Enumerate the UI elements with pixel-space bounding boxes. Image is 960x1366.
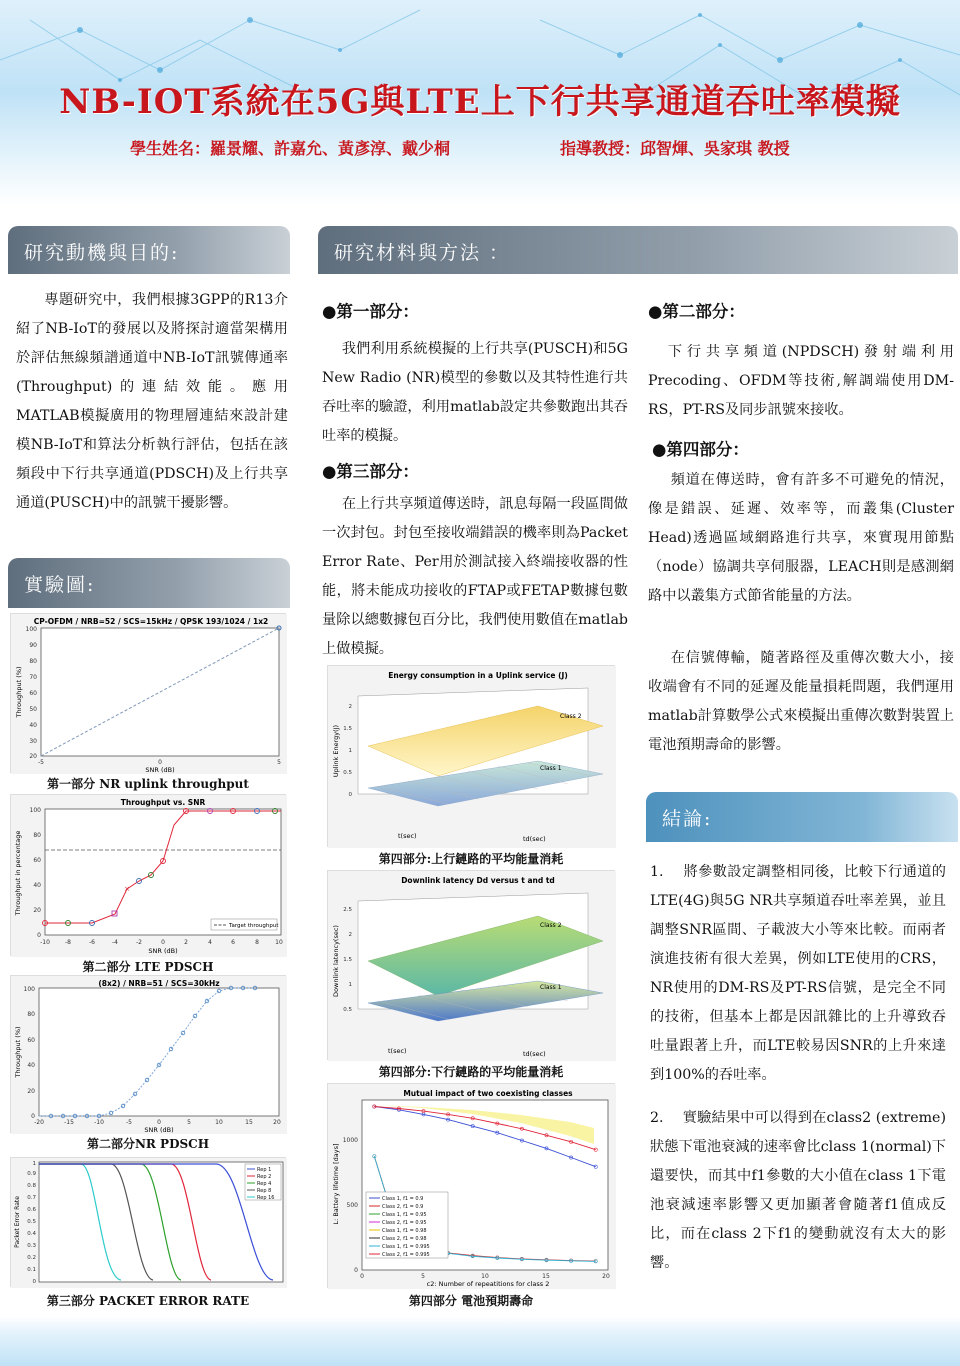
svg-text:5: 5 — [277, 759, 281, 766]
svg-text:-4: -4 — [112, 939, 118, 946]
fig6-ylabel: Downlink latency(sec) — [332, 925, 340, 997]
svg-text:1.5: 1.5 — [343, 957, 352, 963]
svg-text:10: 10 — [481, 1273, 489, 1280]
fig7-title: Mutual impact of two coexisting classes — [403, 1089, 573, 1098]
svg-text:1: 1 — [348, 748, 352, 754]
fig1-ylabel: Throughput (%) — [15, 666, 23, 718]
part1-text: 我們利用系統模擬的上行共享(PUSCH)和5G New Radio (NR)模型的參數以及其特性進行共吞吐率的驗證，利用matlab設定共參數跑出其吞吐率的模擬。 — [322, 341, 628, 444]
fig6-class1: Class 1 — [540, 984, 562, 991]
svg-text:100: 100 — [29, 807, 41, 814]
section-header-conclusion: 結論: — [646, 792, 958, 842]
section-header-methods: 研究材料與方法 ： — [318, 226, 958, 274]
fig2-title: Throughput vs. SNR — [120, 798, 206, 807]
svg-text:-15: -15 — [64, 1119, 74, 1126]
conclusion-item-1: 1. 將參數設定調整相同後，比較下行通道的LTE(4G)與5G NR共享頻道吞吐率差異，並且調整SNR區間、子載波大小等來比較。而兩者演進技術有很大差異，例如LTE使用的CRS，NR使用的DM-RS及PT-RS信號，是完全不同的技術，但基本上都是因訊雜比的上升導致吞吐量跟著上升，而LTE較易因SNR的上升來達到100%的吞吐率。 — [650, 864, 946, 1083]
svg-text:Class 1, f1 = 0.9: Class 1, f1 = 0.9 — [382, 1196, 424, 1202]
svg-text:0: 0 — [161, 939, 165, 946]
svg-text:100: 100 — [25, 626, 37, 633]
svg-text:Rep 8: Rep 8 — [257, 1188, 272, 1194]
svg-text:40: 40 — [29, 722, 37, 729]
fig7-ylabel: L: Battery lifetime [days] — [332, 1143, 340, 1225]
svg-text:0.9: 0.9 — [27, 1171, 36, 1177]
fig1-title: CP-OFDM / NRB=52 / SCS=15kHz / QPSK 193/1024 / 1x2 — [33, 617, 269, 626]
svg-text:70: 70 — [29, 674, 37, 681]
svg-text:40: 40 — [33, 882, 41, 889]
fig5-class2: Class 2 — [560, 713, 582, 720]
fig6-title: Downlink latency Dd versus t and td — [401, 876, 555, 885]
svg-text:60: 60 — [27, 1037, 35, 1044]
svg-text:2: 2 — [348, 932, 352, 938]
fig3-title: (8x2) / NRB=51 / SCS=30kHz — [98, 979, 220, 988]
poster-title: NB-IOT系統在5G與LTE上下行共享通道吞吐率模擬 — [59, 82, 901, 122]
fig5-caption: 第四部分:上行鏈路的平均能量消耗 — [378, 852, 564, 866]
svg-text:4: 4 — [208, 939, 212, 946]
svg-text:20: 20 — [27, 1088, 35, 1095]
fig5-ylabel: Uplink Energy(J) — [332, 724, 340, 778]
part2-title: ●第二部分： — [648, 302, 745, 321]
svg-text:20: 20 — [602, 1273, 610, 1280]
fig6-class2: Class 2 — [540, 922, 562, 929]
svg-text:80: 80 — [33, 832, 41, 839]
svg-text:Rep 16: Rep 16 — [257, 1195, 275, 1201]
svg-text:Class 2, f1 = 0.995: Class 2, f1 = 0.995 — [382, 1252, 430, 1258]
svg-text:-10: -10 — [94, 1119, 104, 1126]
svg-text:2.5: 2.5 — [343, 907, 352, 913]
svg-text:Class 2, f1 = 0.9: Class 2, f1 = 0.9 — [382, 1204, 424, 1210]
section-header-motivation: 研究動機與目的: — [8, 226, 290, 274]
svg-text:0: 0 — [360, 1273, 364, 1280]
section-header-experiments: 實驗圖: — [8, 558, 290, 608]
figure-nr-pdsch — [10, 975, 286, 1133]
advisor-line: 指導教授：邱智煇、吳家琪 教授 — [560, 139, 790, 158]
part4-title: ●第四部分： — [652, 440, 749, 459]
fig2-caption: 第二部分 LTE PDSCH — [82, 960, 214, 974]
svg-text:-5: -5 — [126, 1119, 132, 1126]
svg-text:0: 0 — [31, 1113, 35, 1120]
svg-text:1000: 1000 — [342, 1137, 358, 1144]
svg-text:Class 1, f1 = 0.95: Class 1, f1 = 0.95 — [382, 1212, 427, 1218]
svg-text:0.8: 0.8 — [27, 1183, 36, 1189]
svg-text:0: 0 — [157, 1119, 161, 1126]
svg-text:90: 90 — [29, 642, 37, 649]
fig5-class1: Class 1 — [540, 765, 562, 772]
fig5-xlabel1: t(sec) — [398, 832, 417, 840]
svg-text:0: 0 — [32, 1279, 36, 1285]
fig7-caption: 第四部分 電池預期壽命 — [408, 1294, 534, 1308]
svg-text:-8: -8 — [65, 939, 71, 946]
svg-text:6: 6 — [231, 939, 235, 946]
figure-downlink-latency — [327, 870, 615, 1060]
svg-text:Rep 1: Rep 1 — [257, 1167, 272, 1173]
fig5-xlabel2: td(sec) — [523, 835, 546, 843]
svg-text:2: 2 — [184, 939, 188, 946]
figure-nr-uplink-throughput — [10, 613, 286, 773]
svg-text:Rep 4: Rep 4 — [257, 1181, 272, 1187]
part3-text: 在上行共享頻道傳送時，訊息每隔一段區間做一次封包。封包至接收端錯誤的機率則為Packet Error Rate、Per用於測試接入終端接收器的性能，將未能成功接收的FTAP或FETAP數據包數量除以總數據包百分比，我們使用數值在matlab上做模擬。 — [322, 496, 628, 657]
fig3-caption: 第二部分NR PDSCH — [86, 1137, 210, 1151]
svg-text:50: 50 — [29, 706, 37, 713]
motivation-text: 專題研究中，我們根據3GPP的R13介紹了NB-IoT的發展以及將探討適當架構用於評估無線頻譜通道中NB-IoT訊號傳通率(Throughput)的連結效能。應用MATLAB模擬廣用的物理層連結來設計建模NB-IoT和算法分析執行評估，包括在該頻段中下行共享通道(PDSCH)及上行共享通道(PUSCH)中的訊號干擾影響。 — [16, 292, 288, 511]
fig3-ylabel: Throughput (%) — [14, 1026, 22, 1078]
svg-text:1: 1 — [348, 982, 352, 988]
svg-text:0: 0 — [354, 1267, 358, 1274]
svg-text:0.5: 0.5 — [343, 1007, 352, 1013]
fig5-title: Energy consumption in a Uplink service (J) — [388, 671, 568, 680]
fig6-caption: 第四部分:下行鏈路的平均能量消耗 — [378, 1065, 564, 1079]
svg-text:Class 2, f1 = 0.98: Class 2, f1 = 0.98 — [382, 1236, 427, 1242]
svg-text:100: 100 — [23, 986, 35, 993]
svg-text:2: 2 — [348, 704, 352, 710]
svg-text:Class 2, f1 = 0.95: Class 2, f1 = 0.95 — [382, 1220, 427, 1226]
svg-text:40: 40 — [27, 1062, 35, 1069]
svg-text:0: 0 — [37, 932, 41, 939]
poster-footer — [0, 1316, 960, 1366]
figure-uplink-energy — [327, 665, 615, 847]
svg-text:0: 0 — [158, 759, 162, 766]
svg-text:15: 15 — [542, 1273, 550, 1280]
svg-text:0.4: 0.4 — [27, 1231, 36, 1237]
svg-text:1: 1 — [32, 1161, 36, 1167]
svg-text:10: 10 — [275, 939, 283, 946]
fig2-legend: Target throughput — [229, 923, 279, 929]
svg-text:5: 5 — [187, 1119, 191, 1126]
svg-text:×: × — [124, 885, 130, 893]
fig4-caption: 第三部分 PACKET ERROR RATE — [46, 1294, 250, 1308]
svg-text:20: 20 — [33, 907, 41, 914]
svg-text:15: 15 — [245, 1119, 253, 1126]
fig2-xlabel: SNR (dB) — [148, 947, 178, 955]
fig1-caption: 第一部分 NR uplink throughput — [47, 777, 249, 791]
svg-text:-20: -20 — [34, 1119, 44, 1126]
part4-text-1: 頻道在傳送時，會有許多不可避免的情況，像是錯誤、延遲、效率等，而叢集(Cluster Head)透過區域網路進行共享，來實現用節點（node）協調共享伺服器，LEACH則是感測網路中以叢集方式節省能量的方法。 — [648, 472, 954, 604]
svg-text:5: 5 — [421, 1273, 425, 1280]
conclusion-item-2: 2. 實驗結果中可以得到在class2 (extreme)狀態下電池衰減的速率會比class 1(normal)下還要快，而其中f1參數的大小值在class 1下電池衰減速率影響又更加顯著會隨著f1值成反比，而在class 2下f1的變動就沒有太大的影響。 — [650, 1110, 946, 1271]
fig2-ylabel: Throughput in percentage — [14, 830, 22, 916]
svg-text:1.5: 1.5 — [343, 726, 352, 732]
svg-text:Rep 2: Rep 2 — [257, 1174, 272, 1180]
fig6-xlabel1: t(sec) — [388, 1047, 407, 1055]
fig4-ylabel: Packet Error Rate — [14, 1196, 21, 1248]
svg-text:Class 1, f1 = 0.995: Class 1, f1 = 0.995 — [382, 1244, 430, 1250]
svg-text:0: 0 — [348, 792, 352, 798]
svg-text:0.1: 0.1 — [27, 1267, 36, 1273]
fig3-xlabel: SNR (dB) — [144, 1126, 174, 1134]
svg-text:0.2: 0.2 — [27, 1255, 36, 1261]
fig1-xlabel: SNR (dB) — [145, 766, 175, 774]
svg-text:80: 80 — [29, 658, 37, 665]
part3-title: ●第三部分： — [322, 462, 419, 481]
svg-text:-5: -5 — [38, 759, 44, 766]
svg-text:Class 1, f1 = 0.98: Class 1, f1 = 0.98 — [382, 1228, 427, 1234]
svg-text:80: 80 — [27, 1011, 35, 1018]
part4-text-2: 在信號傳輸，隨著路徑及重傳次數大小，接收端會有不同的延遲及能量損耗問題，我們運用matlab計算數學公式來模擬出重傳次數對裝置上電池預期壽命的影響。 — [648, 650, 954, 753]
figure-battery-lifetime — [327, 1083, 615, 1288]
svg-text:8: 8 — [255, 939, 259, 946]
svg-text:0.7: 0.7 — [27, 1195, 36, 1201]
figure-lte-pdsch — [10, 794, 286, 956]
svg-text:500: 500 — [346, 1202, 358, 1209]
svg-text:-2: -2 — [136, 939, 142, 946]
svg-text:0.3: 0.3 — [27, 1243, 36, 1249]
svg-text:-6: -6 — [89, 939, 95, 946]
svg-text:0.5: 0.5 — [343, 770, 352, 776]
svg-text:20: 20 — [29, 753, 37, 760]
svg-text:10: 10 — [215, 1119, 223, 1126]
svg-text:60: 60 — [33, 857, 41, 864]
svg-text:20: 20 — [273, 1119, 281, 1126]
svg-text:-10: -10 — [40, 939, 50, 946]
part1-title: ●第一部分： — [322, 302, 419, 321]
figure-packet-error-rate — [10, 1157, 286, 1287]
svg-text:30: 30 — [29, 738, 37, 745]
svg-text:0.6: 0.6 — [27, 1207, 36, 1213]
students-line: 學生姓名：羅景耀、許嘉允、黃彥淳、戴少桐 — [130, 139, 451, 158]
svg-text:60: 60 — [29, 690, 37, 697]
svg-text:0.5: 0.5 — [27, 1219, 36, 1225]
part2-text: 下行共享頻道(NPDSCH)發射端利用Precoding、OFDM等技術,解調端使用DM-RS，PT-RS及同步訊號來接收。 — [648, 344, 954, 418]
fig6-xlabel2: td(sec) — [523, 1050, 546, 1058]
fig7-xlabel: c2: Number of repeatitions for class 2 — [426, 1280, 550, 1288]
